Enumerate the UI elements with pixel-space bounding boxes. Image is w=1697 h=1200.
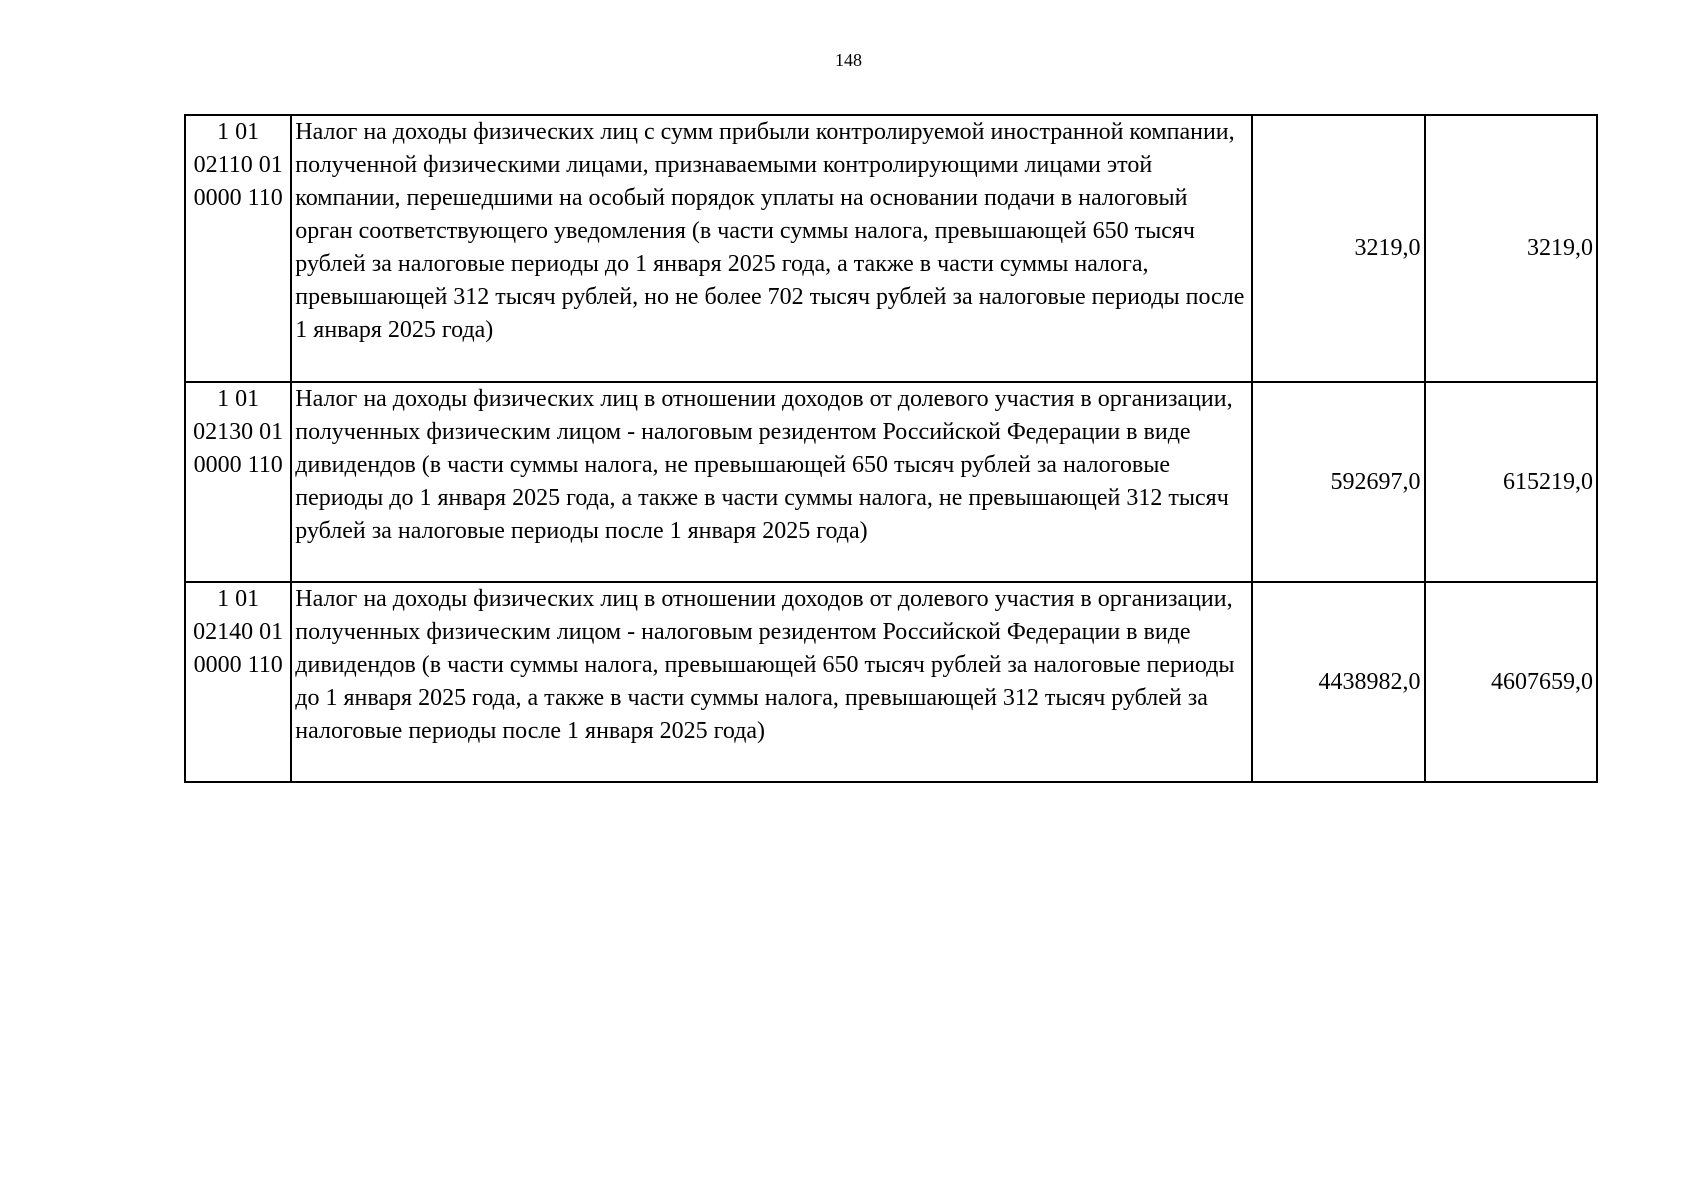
amount-year-1: 592697,0	[1252, 382, 1424, 582]
table-row	[185, 582, 1597, 782]
code-line: 1 01	[217, 586, 260, 612]
budget-revenue-table	[184, 114, 1598, 783]
budget-classification-code	[185, 582, 291, 782]
budget-classification-code	[185, 382, 291, 582]
amount-year-1: 4438982,0	[1252, 582, 1424, 782]
amount-year-2: 4607659,0	[1425, 582, 1598, 782]
amount-year-2: 3219,0	[1425, 115, 1598, 382]
revenue-name: Налог на доходы физических лиц с сумм прибыли контролируемой иностранной компании, полученной физическими лицами, признаваемыми контролирующими лицами этой компании, перешедшими на особый порядок уплаты на основании подачи в налоговый орган соответствующего уведомления (в части суммы налога, превышающей 650 тысяч рублей за налоговые периоды до 1 января 2025 года, а также в части суммы налога, превышающей 312 тысяч рублей, но не более 702 тысяч рублей за налоговые периоды после 1 января 2025 года)	[291, 115, 1252, 382]
code-line: 02110 01	[193, 152, 283, 178]
revenue-name: Налог на доходы физических лиц в отношении доходов от долевого участия в организации, полученных физическим лицом - налоговым резидентом Российской Федерации в виде дивидендов (в части суммы налога, не превышающей 650 тысяч рублей за налоговые периоды до 1 января 2025 года, а также в части суммы налога, не превышающей 312 тысяч рублей за налоговые периоды после 1 января 2025 года)	[291, 382, 1252, 582]
revenue-name: Налог на доходы физических лиц в отношении доходов от долевого участия в организации, полученных физическим лицом - налоговым резидентом Российской Федерации в виде дивидендов (в части суммы налога, превышающей 650 тысяч рублей за налоговые периоды до 1 января 2025 года, а также в части суммы налога, превышающей 312 тысяч рублей за налоговые периоды после 1 января 2025 года)	[291, 582, 1252, 782]
budget-classification-code	[185, 115, 291, 382]
code-line: 0000 110	[193, 452, 283, 478]
amount-year-2: 615219,0	[1425, 382, 1598, 582]
table-row	[185, 115, 1597, 382]
amount-year-1: 3219,0	[1252, 115, 1424, 382]
code-line: 02130 01	[193, 419, 284, 445]
code-line: 02140 01	[193, 619, 284, 645]
code-line: 0000 110	[193, 652, 283, 678]
code-line: 0000 110	[193, 185, 283, 211]
code-line: 1 01	[217, 386, 260, 412]
code-line: 1 01	[217, 119, 260, 145]
page-number: 148	[835, 50, 862, 70]
table-row	[185, 382, 1597, 582]
